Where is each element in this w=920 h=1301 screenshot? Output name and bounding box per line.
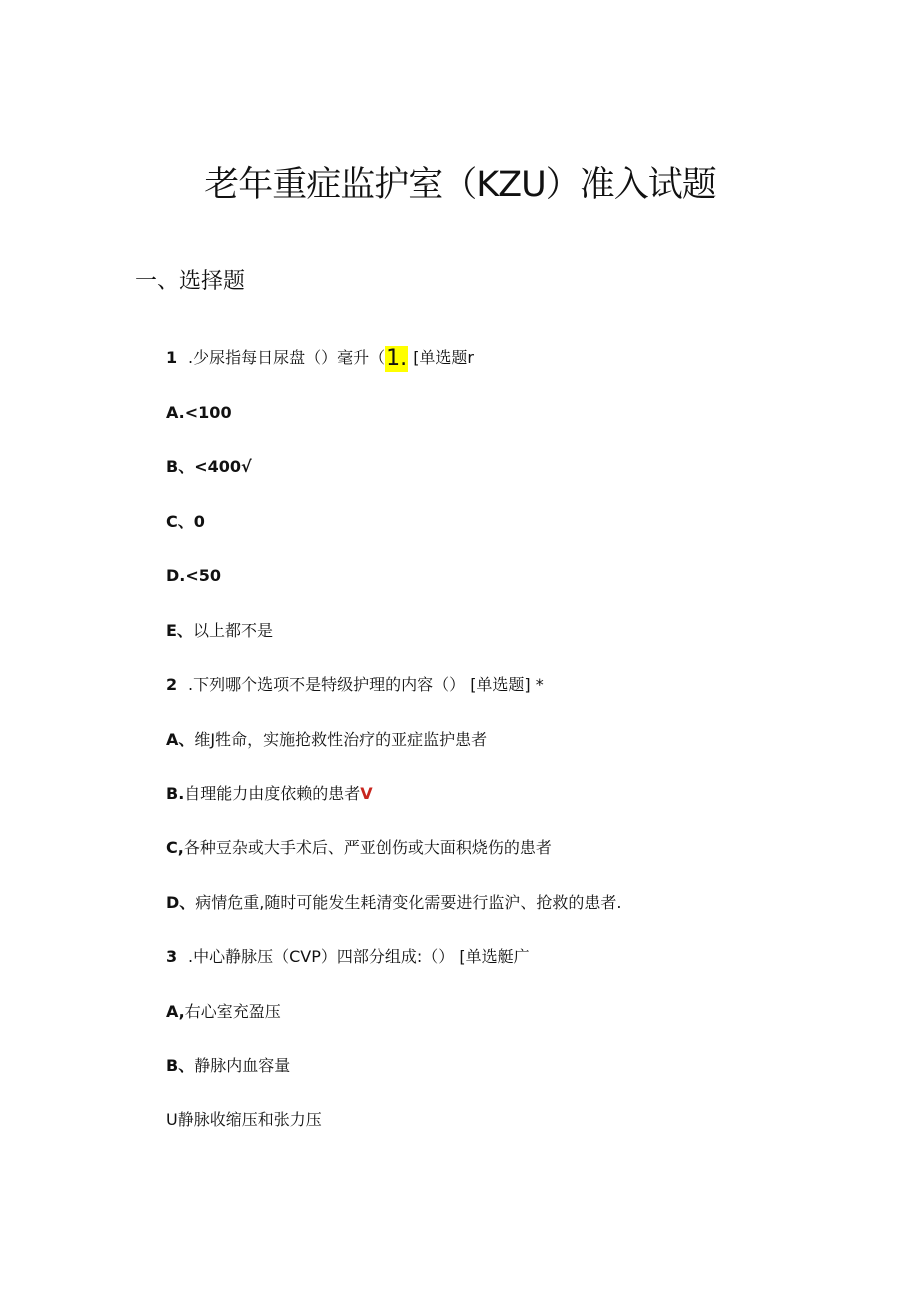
correct-answer-check-icon: √ — [241, 457, 252, 476]
option-1a[interactable] — [166, 401, 232, 425]
option-text: 静脉内血容量 — [194, 1056, 291, 1075]
option-text: 右心室充盈压 — [184, 1002, 281, 1021]
option-letter: B、 — [166, 457, 195, 476]
option-text: 自理能力由度依赖的患者 — [184, 784, 361, 803]
option-letter: B. — [166, 784, 185, 803]
option-letter: B、 — [166, 1056, 195, 1075]
page-title: 老年重症监护室（KZU）准入试题 — [204, 165, 716, 205]
question-text: .少尿指每日尿盘（）毫升（ — [188, 348, 386, 367]
option-letter: A, — [166, 1002, 185, 1021]
option-text: <100 — [184, 403, 232, 422]
option-text: 以上都不是 — [192, 621, 273, 640]
section-heading: 一、选择题 — [135, 269, 246, 294]
question-number: 2 — [166, 675, 178, 694]
question-number: 1 — [166, 348, 178, 367]
option-text: <50 — [185, 566, 222, 585]
option-letter: E、 — [166, 621, 193, 640]
option-2d[interactable] — [166, 891, 621, 915]
option-2c[interactable] — [166, 836, 552, 860]
option-letter: D、 — [166, 893, 196, 912]
option-text: 0 — [193, 512, 205, 531]
question-type: [单选题r — [413, 348, 475, 367]
question-type: [单选艇广 — [459, 947, 530, 966]
option-text: 维J牲命，实施抢救性治疗的亚症监护患者 — [194, 730, 488, 749]
option-1e[interactable] — [166, 619, 273, 643]
option-3c[interactable] — [166, 1108, 322, 1132]
option-2a[interactable] — [166, 728, 487, 752]
option-3a[interactable] — [166, 1000, 281, 1024]
question-type: [单选题] * — [470, 675, 544, 694]
question-3 — [166, 945, 530, 969]
option-text: <400 — [194, 457, 242, 476]
option-1c[interactable] — [166, 510, 205, 534]
option-text: 静脉收缩压和张力压 — [177, 1110, 322, 1129]
option-3b[interactable] — [166, 1054, 290, 1078]
option-1d[interactable] — [166, 564, 221, 588]
option-letter: U — [166, 1110, 178, 1129]
option-text: 各种豆杂或大手术后、严亚创伤或大面积烧伤的患者 — [183, 838, 552, 857]
option-letter: D. — [166, 566, 186, 585]
question-2 — [166, 673, 544, 697]
correct-answer-mark: V — [360, 784, 373, 803]
option-text: 病情危重,随时可能发生耗清变化需要进行监沪、抢救的患者. — [195, 893, 622, 912]
question-number: 3 — [166, 947, 178, 966]
option-letter: C, — [166, 838, 184, 857]
option-letter: A. — [166, 403, 185, 422]
option-2b[interactable] — [166, 782, 373, 806]
question-1 — [166, 346, 474, 372]
question-text: .下列哪个选项不是特级护理的内容（） — [188, 675, 466, 694]
option-letter: C、 — [166, 512, 194, 531]
highlighted-text: 1. — [386, 346, 408, 371]
option-letter: A、 — [166, 730, 195, 749]
option-1b[interactable] — [166, 455, 252, 479]
question-text: .中心静脉压（CVP）四部分组成:（） — [188, 947, 455, 966]
